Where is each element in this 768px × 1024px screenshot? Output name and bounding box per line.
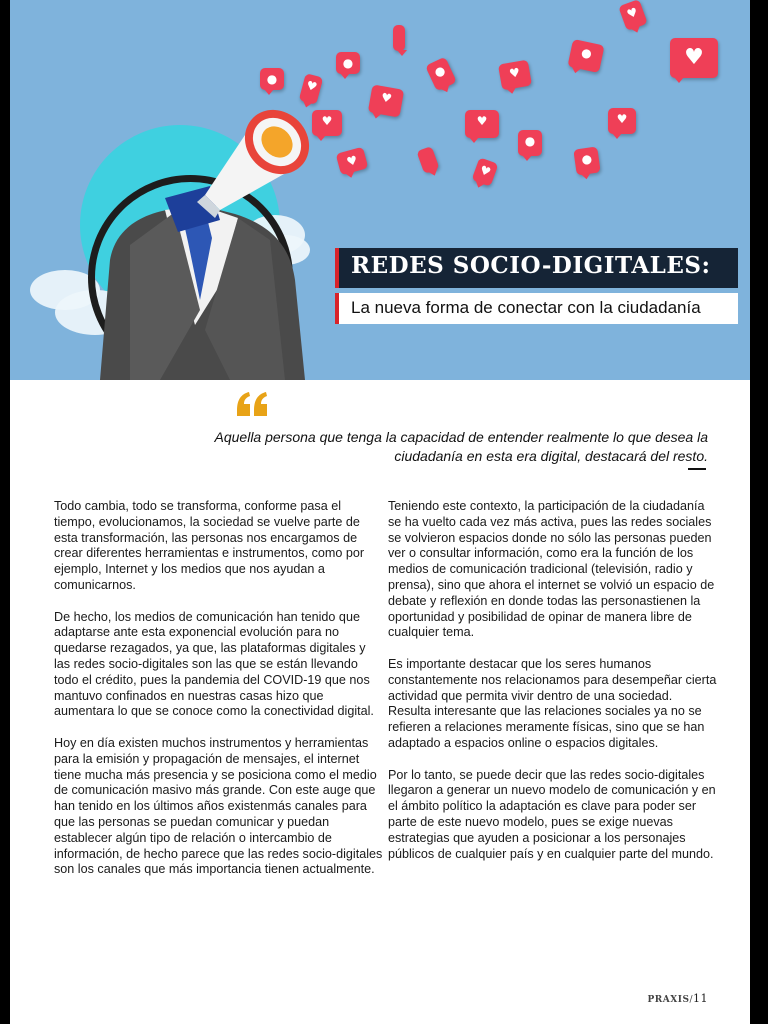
subtitle-banner — [335, 293, 738, 324]
folio-separator: / — [689, 995, 693, 1005]
heart-icon: ♥ — [471, 157, 498, 186]
heart-icon: ♥ — [608, 108, 636, 134]
user-icon: ● — [518, 130, 542, 156]
user-icon: ● — [260, 68, 284, 90]
megaphone-icon — [185, 100, 315, 220]
paragraph: Todo cambia, todo se transforma, conforme pasa el tiempo, evolucionamos, la sociedad se vuelve parte de esta transformación, las personas nos encargamos de crear diferentes herramientas e instrumentos, como por ejemplo, Internet y los medios que nos ayudan a comunicarnos. — [54, 499, 365, 592]
heart-icon: ♥ — [670, 38, 718, 78]
paragraph: Por lo tanto, se puede decir que las redes socio-digitales llegaron a generar un nuevo modelo de comunicación y en el ámbito político la adaptación es clave para poder ser parte de este nuevo modelo, pues se exige nuevas estrategias que ayuden a posicionar a los personajes públicos de cualquier país y en cualquier parte del mundo. — [388, 767, 716, 861]
magazine-page — [10, 0, 750, 1024]
paragraph: De hecho, los medios de comunicación han tenido que adaptarse ante esta exponencial evolución para no quedarse rezagados, ya que, las plataformas digitales y las redes socio-digitales son las que se están llevando todo el crédito, pues la pandemia del COVID-19 que nos mantuvo confinados en nuestras casas hizo que aumentara lo que se conoce como la conectividad digital. — [54, 609, 374, 719]
heart-icon — [393, 25, 405, 51]
heart-icon: ♥ — [299, 73, 324, 105]
quote-rule — [688, 468, 706, 470]
quote-mark-icon — [235, 388, 269, 422]
body-column-left — [54, 499, 384, 894]
heart-icon: ♥ — [368, 84, 404, 117]
paragraph: Hoy en día existen muchos instrumentos y herramientas para la emisión y propagación de mensajes, el internet tiene mucha más presencia y se posiciona como el medio de comunicación masivo más grande. Con este auge que han tenido en los últimos años existenmás canales para que las personas se puedan comunicar y puedan establecer algún tipo de relación o intercambio de información, de hecho parece que las redes socio-digitales son los canales que más importancia tienen actualmente. — [54, 735, 383, 877]
hero-illustration — [10, 0, 750, 380]
heart-icon — [416, 146, 439, 174]
pull-quote: Aquella persona que tenga la capacidad de entender realmente lo que desea la ciudadanía en esta era digital, destacará del resto. — [214, 429, 708, 464]
heart-icon: ♥ — [465, 110, 499, 138]
headline-banner — [335, 248, 738, 288]
publication-name: PRAXIS — [647, 995, 690, 1005]
body-column-right — [388, 499, 718, 878]
heart-icon: ♥ — [336, 147, 369, 175]
paragraph: Teniendo este contexto, la participación de la ciudadanía se ha vuelto cada vez más activa, pues las redes sociales se volvieron espacios donde no sólo las personas pueden ver o consultar información, como era la función de los medios de comunicación tradicional (televisión, radio y prensa), sino que ahora el internet se volvió un espacio de debate y reflexión en donde todas las personastienen la oportunidad y posibilidad de opinar de manera libre de cualquier tema. — [388, 499, 715, 640]
headline-title: REDES SOCIO-DIGITALES: — [351, 252, 711, 279]
heart-icon: ♥ — [312, 110, 342, 136]
heart-icon: ♥ — [618, 0, 648, 31]
headline-subtitle: La nueva forma de conectar con la ciudadanía — [351, 298, 701, 317]
heart-icon: ♥ — [498, 60, 532, 91]
paragraph: Es importante destacar que los seres humanos constantemente nos relacionamos para desempeñar cierta actividad que permita vivir dentro de una sociedad. Resulta interesante que las relaciones sociales ya no se refieren a relaciones meramente físicas, sino que se han adaptado a espacios online o espacios digitales. — [388, 656, 717, 750]
page-folio — [648, 992, 708, 1005]
user-icon: ● — [567, 39, 604, 73]
user-icon: ● — [573, 146, 600, 175]
user-icon: ● — [336, 52, 360, 74]
page-number: 11 — [693, 992, 708, 1005]
user-icon: ● — [425, 57, 457, 92]
